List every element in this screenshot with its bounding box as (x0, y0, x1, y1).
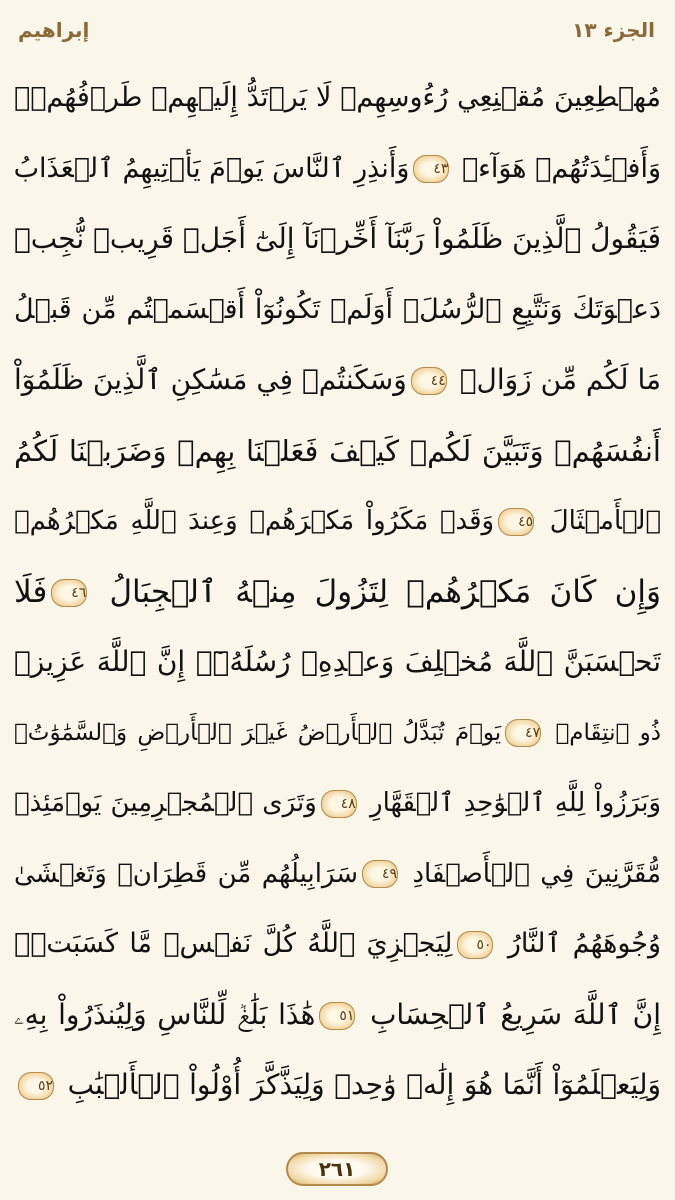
page-header (0, 0, 675, 62)
verse-line (14, 280, 661, 340)
page-number: ٢٦١ (286, 1152, 388, 1186)
verse-line (14, 703, 661, 763)
ayah-number-marker: ٥١ (319, 1002, 355, 1030)
verse-text: وَإِن كَانَ مَكۡرُهُمۡ لِتَزُولَ مِنۡهُ ٱلۡجِبَالُ (109, 573, 661, 610)
verse-text: تَحۡسَبَنَّ ٱللَّهَ مُخۡلِفَ وَعۡدِهِۦ رُسُلَهُۥٓۚ إِنَّ ٱللَّهَ عَزِيزٞ (14, 645, 661, 678)
ayah-number-marker: ٤٧ (505, 719, 541, 747)
ayah-number-marker: ٤٤ (411, 367, 447, 395)
verse-text: يَوۡمَ تُبَدَّلُ ٱلۡأَرۡضُ غَيۡرَ ٱلۡأَرۡضِ وَٱلسَّمَٰوَٰتُۖ (14, 719, 502, 746)
verse-text: وَسَكَنتُمۡ فِي مَسَٰكِنِ ٱلَّذِينَ ظَلَمُوٓاْ (14, 363, 407, 396)
verse-text: وَأَنذِرِ ٱلنَّاسَ يَوۡمَ يَأۡتِيهِمُ ٱلۡعَذَابُ (14, 152, 410, 184)
verse-line (14, 562, 661, 622)
page-footer (0, 1152, 675, 1188)
verse-line (14, 632, 661, 692)
verse-line (14, 68, 661, 128)
verse-line (14, 844, 661, 904)
verse-text: أَنفُسَهُمۡ وَتَبَيَّنَ لَكُمۡ كَيۡفَ فَعَلۡنَا بِهِمۡ وَضَرَبۡنَا لَكُمُ (14, 433, 661, 468)
verse-line (14, 491, 661, 551)
verse-line (14, 209, 661, 269)
ayah-number-marker: ٤٦ (51, 579, 87, 607)
ayah-number-marker: ٤٨ (321, 790, 357, 818)
ayah-number-marker: ٤٣ (413, 155, 449, 183)
juz-label: الجزء ١٣ (572, 18, 655, 42)
ayah-number-marker: ٤٩ (362, 860, 398, 888)
verse-text: وَتَرَى ٱلۡمُجۡرِمِينَ يَوۡمَئِذٖ (14, 788, 317, 818)
verse-text: دَعۡوَتَكَ وَنَتَّبِعِ ٱلرُّسُلَۗ أَوَلَمۡ تَكُونُوٓاْ أَقۡسَمۡتُم مِّن قَبۡلُ (14, 293, 661, 325)
verse-text: فَلَا (14, 573, 48, 610)
verse-text: ٱلۡأَمۡثَالَ (549, 506, 661, 536)
verse-text: وَلِيَعۡلَمُوٓاْ أَنَّمَا هُوَ إِلَٰهٞ وَٰحِدٞ وَلِيَذَّكَّرَ أُوْلُواْ ٱلۡأَلۡبَٰبِ (67, 1068, 661, 1101)
verse-text: وَبَرَزُواْ لِلَّهِ ٱلۡوَٰحِدِ ٱلۡقَهَّارِ (370, 788, 661, 818)
verse-text: وُجُوهَهُمُ ٱلنَّارُ (507, 928, 661, 959)
verse-text: مَا لَكُم مِّن زَوَالٖ (459, 363, 661, 396)
verse-line (14, 773, 661, 833)
verse-line (14, 421, 661, 481)
surah-name: إبراهيم (18, 18, 90, 42)
verses-block (14, 68, 661, 1128)
verse-text: وَأَفۡـِٔدَتُهُمۡ هَوَآءٞ (461, 152, 661, 184)
verse-line (14, 985, 661, 1045)
verse-text: مُهۡطِعِينَ مُقۡنِعِي رُءُوسِهِمۡ لَا يَرۡتَدُّ إِلَيۡهِمۡ طَرۡفُهُمۡۖ (14, 82, 661, 113)
verse-text: هَٰذَا بَلَٰغٞ لِّلنَّاسِ وَلِيُنذَرُواْ بِهِۦ (14, 997, 316, 1031)
verse-line (14, 139, 661, 199)
verse-text: ذُو ٱنتِقَامٖ (555, 719, 661, 746)
verse-line (14, 914, 661, 974)
verse-text: مُّقَرَّنِينَ فِي ٱلۡأَصۡفَادِ (412, 858, 661, 889)
verse-text: وَقَدۡ مَكَرُواْ مَكۡرَهُمۡ وَعِندَ ٱللَّهِ مَكۡرُهُمۡ (14, 506, 495, 536)
ayah-number-marker: ٥٠ (457, 931, 493, 959)
verse-text: إِنَّ ٱللَّهَ سَرِيعُ ٱلۡحِسَابِ (370, 997, 661, 1031)
verse-line (14, 1055, 661, 1115)
ayah-number-marker: ٥٢ (18, 1072, 54, 1100)
verse-line (14, 350, 661, 410)
verse-text: لِيَجۡزِيَ ٱللَّهُ كُلَّ نَفۡسٖ مَّا كَسَبَتۡۚ (14, 928, 453, 959)
ayah-number-marker: ٤٥ (498, 508, 534, 536)
verse-text: سَرَابِيلُهُم مِّن قَطِرَانٖ وَتَغۡشَىٰ (14, 858, 359, 889)
verse-text: فَيَقُولُ ٱلَّذِينَ ظَلَمُواْ رَبَّنَآ أَخِّرۡنَآ إِلَىٰٓ أَجَلٖ قَرِيبٖ نُّجِبۡ (14, 222, 661, 255)
